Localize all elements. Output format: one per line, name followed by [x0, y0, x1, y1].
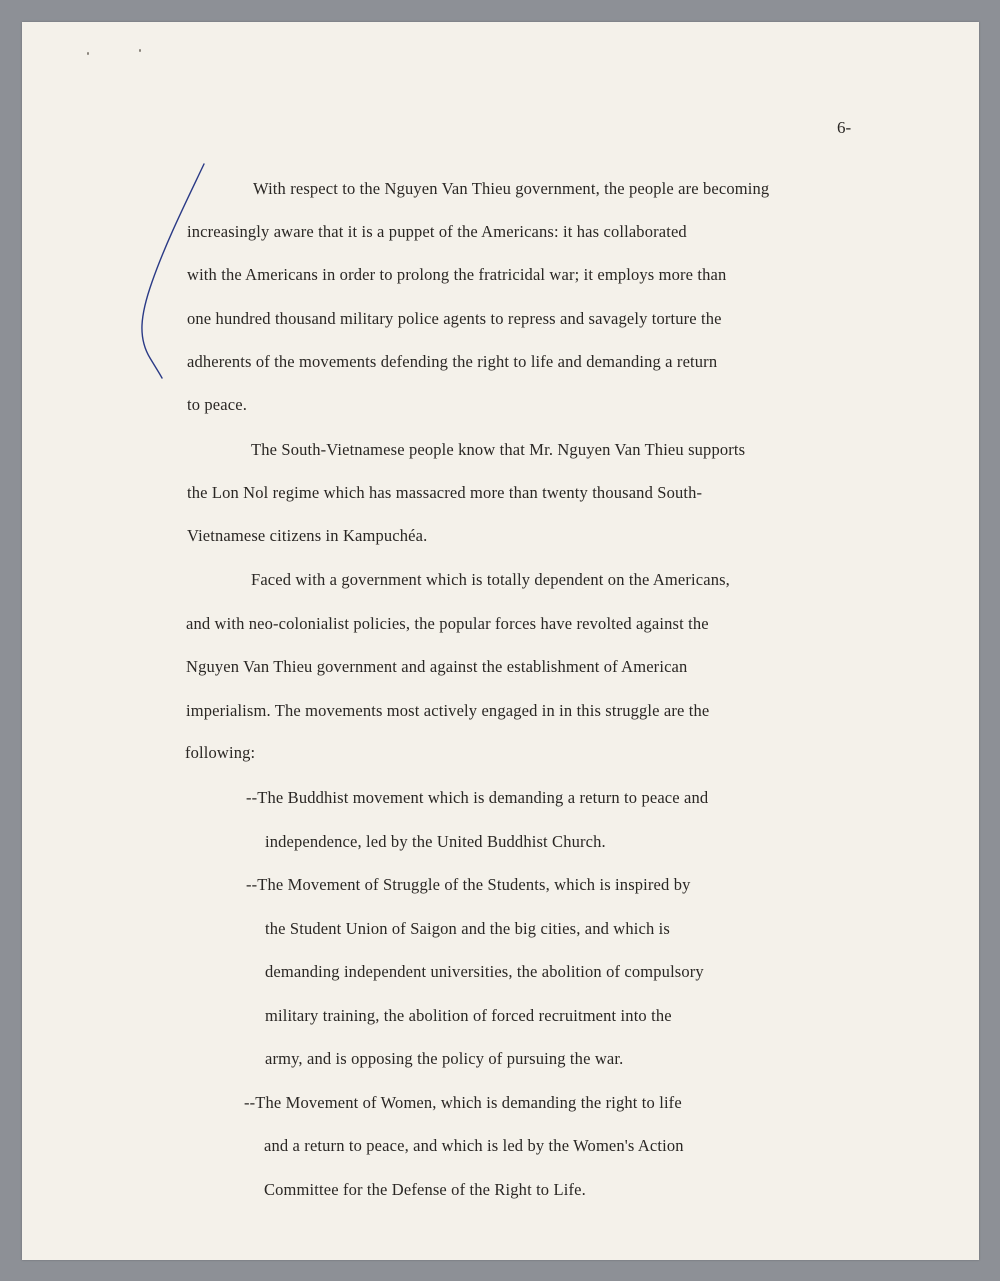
text-line: imperialism. The movements most actively engaged in in this struggle are the: [186, 701, 710, 720]
text-line: with the Americans in order to prolong the fratricidal war; it employs more than: [187, 265, 727, 284]
list-item-line: --The Movement of Women, which is demanding the right to life: [244, 1093, 682, 1112]
list-item-line: demanding independent universities, the abolition of compulsory: [265, 962, 704, 981]
text-line: With respect to the Nguyen Van Thieu government, the people are becoming: [253, 179, 770, 198]
list-item-line: independence, led by the United Buddhist Church.: [265, 832, 606, 851]
list-item-line: the Student Union of Saigon and the big cities, and which is: [265, 919, 670, 938]
text-line: adherents of the movements defending the right to life and demanding a return: [187, 352, 718, 371]
page-number: 6-: [837, 118, 852, 137]
text-line: following:: [185, 743, 256, 762]
list-item-line: Committee for the Defense of the Right to Life.: [264, 1180, 586, 1199]
paper-speck: [87, 52, 89, 55]
list-item-line: --The Buddhist movement which is demanding a return to peace and: [246, 788, 709, 807]
list-item-line: military training, the abolition of forced recruitment into the: [265, 1006, 672, 1025]
document-page: [22, 22, 979, 1260]
text-line: increasingly aware that it is a puppet of the Americans: it has collaborated: [187, 222, 687, 241]
text-line: Nguyen Van Thieu government and against the establishment of American: [186, 657, 688, 676]
list-item-line: and a return to peace, and which is led by the Women's Action: [264, 1136, 684, 1155]
list-item-line: --The Movement of Struggle of the Students, which is inspired by: [246, 875, 691, 894]
paper-speck: [139, 49, 141, 52]
list-item-line: army, and is opposing the policy of pursuing the war.: [265, 1049, 624, 1068]
text-line: one hundred thousand military police agents to repress and savagely torture the: [187, 309, 722, 328]
text-line: Faced with a government which is totally dependent on the Americans,: [251, 570, 730, 589]
text-line: Vietnamese citizens in Kampuchéa.: [187, 526, 428, 545]
text-line: The South-Vietnamese people know that Mr. Nguyen Van Thieu supports: [251, 440, 746, 459]
text-line: the Lon Nol regime which has massacred more than twenty thousand South-: [187, 483, 703, 502]
text-line: and with neo-colonialist policies, the popular forces have revolted against the: [186, 614, 709, 633]
text-line: to peace.: [187, 395, 247, 414]
